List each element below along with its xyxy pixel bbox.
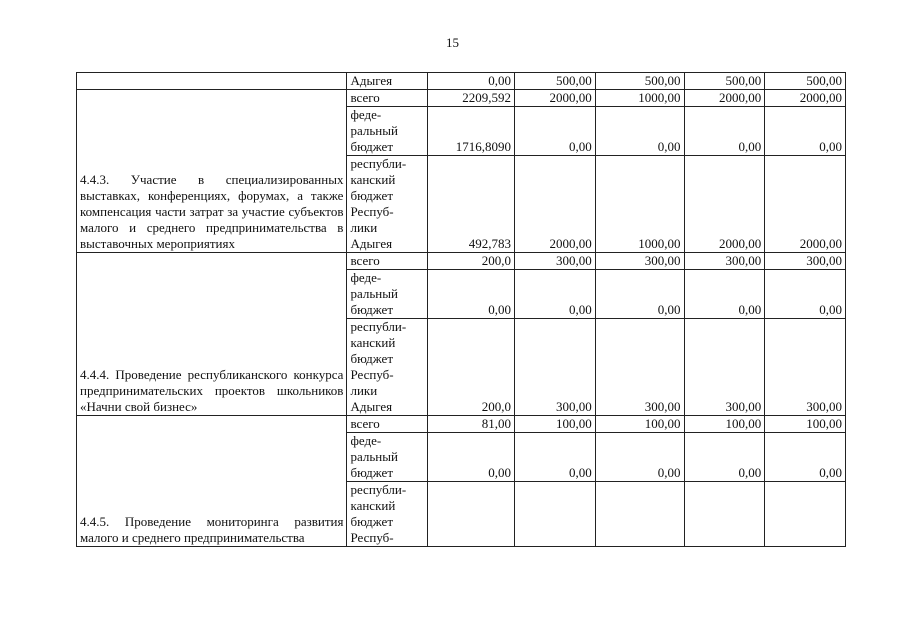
value-cell: 2000,00 [514,156,595,253]
value-cell [514,482,595,547]
table-row [77,73,846,90]
source-label: феде- ральный бюджет [347,107,428,156]
value-cell [428,482,515,547]
value-cell: 2209,592 [428,90,515,107]
value-cell: 1716,8090 [428,107,515,156]
value-cell [765,482,846,547]
source-label: республи- канский бюджет Респуб- лики Адыгея [347,156,428,253]
value-cell: 300,00 [684,319,765,416]
value-cell: 81,00 [428,416,515,433]
value-cell: 0,00 [684,270,765,319]
value-cell: 0,00 [428,73,515,90]
value-cell: 300,00 [595,253,684,270]
value-cell: 0,00 [428,270,515,319]
source-label: феде- ральный бюджет [347,270,428,319]
value-cell: 500,00 [765,73,846,90]
value-cell: 100,00 [514,416,595,433]
table-row [77,253,846,270]
source-label: всего [347,90,428,107]
source-label: Адыгея [347,73,428,90]
value-cell: 200,0 [428,319,515,416]
value-cell: 1000,00 [595,90,684,107]
value-cell: 500,00 [595,73,684,90]
item-description: 4.4.5. Проведение мониторинга развития малого и среднего предпринимательства [77,416,347,547]
source-label: феде- ральный бюджет [347,433,428,482]
value-cell: 100,00 [595,416,684,433]
value-cell: 2000,00 [514,90,595,107]
value-cell: 0,00 [765,433,846,482]
value-cell: 2000,00 [684,90,765,107]
value-cell: 300,00 [595,319,684,416]
value-cell: 0,00 [514,107,595,156]
source-label: всего [347,253,428,270]
source-label: республи- канский бюджет Респуб- [347,482,428,547]
item-description: 4.4.4. Проведение республиканского конкурса предпринимательских проектов школьников «Начни свой бизнес» [77,253,347,416]
value-cell [595,482,684,547]
value-cell: 1000,00 [595,156,684,253]
value-cell [684,482,765,547]
value-cell: 2000,00 [765,90,846,107]
value-cell: 500,00 [514,73,595,90]
value-cell: 300,00 [765,253,846,270]
value-cell: 0,00 [765,107,846,156]
budget-table [76,72,846,547]
table-row [77,416,846,433]
source-label: республи- канский бюджет Респуб- лики Адыгея [347,319,428,416]
value-cell: 492,783 [428,156,515,253]
table-row [77,90,846,107]
value-cell: 300,00 [684,253,765,270]
value-cell: 2000,00 [684,156,765,253]
value-cell: 0,00 [684,433,765,482]
value-cell: 2000,00 [765,156,846,253]
value-cell: 0,00 [595,270,684,319]
value-cell: 100,00 [684,416,765,433]
value-cell: 200,0 [428,253,515,270]
value-cell: 100,00 [765,416,846,433]
value-cell: 0,00 [684,107,765,156]
value-cell: 0,00 [514,433,595,482]
value-cell: 0,00 [765,270,846,319]
item-description-empty [77,73,347,90]
item-description: 4.4.3. Участие в специализированных выставках, конференциях, форумах, а также компенсация части затрат за участие субъектов малого и среднего предпринимательства в выставочных мероприятиях [77,90,347,253]
value-cell: 300,00 [765,319,846,416]
value-cell: 0,00 [595,433,684,482]
value-cell: 300,00 [514,319,595,416]
page-number: 15 [446,35,459,50]
value-cell: 0,00 [595,107,684,156]
value-cell: 500,00 [684,73,765,90]
value-cell: 0,00 [514,270,595,319]
source-label: всего [347,416,428,433]
value-cell: 0,00 [428,433,515,482]
value-cell: 300,00 [514,253,595,270]
